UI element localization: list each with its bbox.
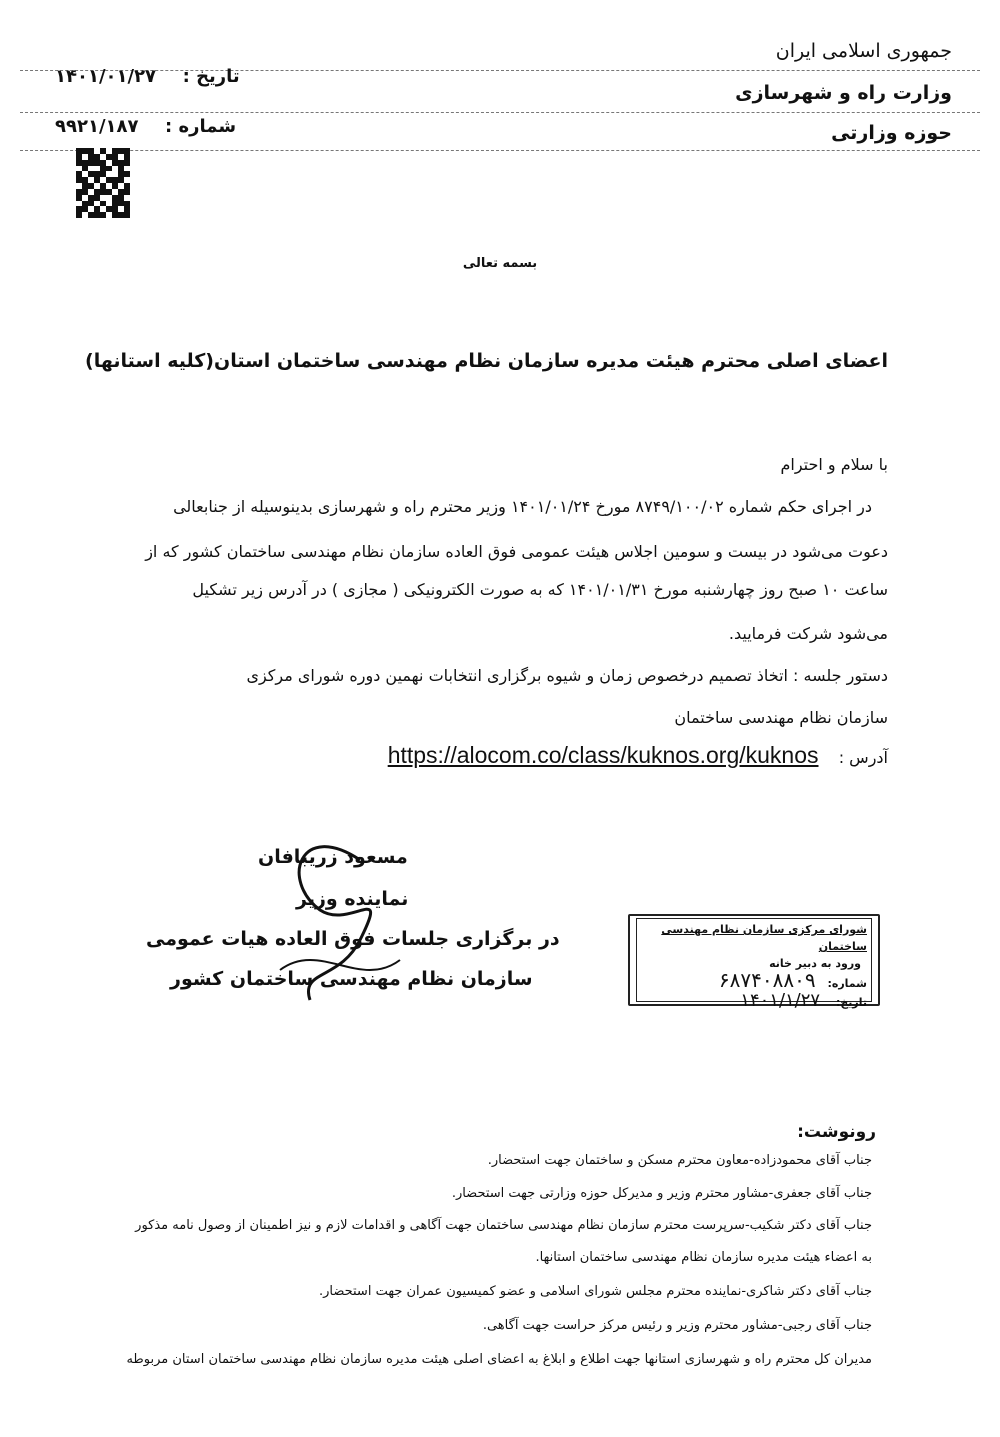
cc-title: رونوشت: — [797, 1122, 876, 1142]
country-name: جمهوری اسلامی ایران — [775, 40, 952, 62]
cc-line-1: جناب آقای محمودزاده-معاون محترم مسکن و ساختمان جهت استحضار. — [487, 1153, 872, 1168]
bismillah: بسمه تعالی — [462, 256, 538, 271]
number-label: شماره : — [165, 116, 237, 137]
date-field — [55, 66, 240, 87]
signer-role-line-1: در برگزاری جلسات فوق العاده هیات عمومی — [146, 928, 560, 950]
body-line-1: در اجرای حکم شماره ۸۷۴۹/۱۰۰/۰۲ مورخ ۱۴۰۱/۰۱/۲۴ وزیر محترم راه و شهرسازی بدینوسیله از جنابعالی — [173, 497, 872, 516]
handwritten-signature-icon — [240, 820, 420, 1010]
cc-line-3: جناب آقای دکتر شکیب-سرپرست محترم سازمان نظام مهندسی ساختمان جهت آگاهی و اقدامات لازم و نیز اطمینان از وصول نامه مذکور — [135, 1218, 872, 1233]
stamp-date-label: تاریخ: — [835, 996, 867, 1009]
signer-name: مسعود زریبافان — [258, 846, 408, 868]
cc-line-7: مدیران کل محترم راه و شهرسازی استانها جهت اطلاع و ابلاغ به اعضای اصلی هیئت مدیره سازمان نظام مهندسی ساختمان استان مربوطه — [126, 1352, 872, 1367]
signer-title: نماینده وزیر — [296, 888, 409, 910]
address-label: آدرس : — [838, 748, 888, 767]
stamp-org: شورای مرکزی سازمان نظام مهندسی ساختمان — [661, 923, 867, 953]
agenda-line-2: سازمان نظام مهندسی ساختمان — [674, 708, 888, 727]
qr-code-icon — [76, 148, 130, 218]
date-value: ۱۴۰۱/۰۱/۲۷ — [55, 66, 157, 87]
number-field — [55, 116, 236, 137]
stamp-entry: ورود به دبیر خانه — [769, 957, 861, 970]
stamp-date-value: ۱۴۰۱/۱/۲۷ — [740, 990, 821, 1011]
stamp-number-label: شماره: — [827, 977, 867, 990]
agenda-line-1: دستور جلسه : اتخاذ تصمیم درخصوص زمان و شیوه برگزاری انتخابات نهمین دوره شورای مرکزی — [246, 666, 888, 685]
number-value: ۹۹۲۱/۱۸۷ — [55, 116, 139, 137]
greeting: با سلام و احترام — [780, 455, 888, 474]
recipient-title: اعضای اصلی محترم هیئت مدیره سازمان نظام مهندسی ساختمان استان(کلیه استانها) — [85, 350, 888, 372]
date-label: تاریخ : — [182, 66, 240, 87]
body-line-2: دعوت می‌شود در بیست و سومین اجلاس هیئت عمومی فوق العاده سازمان نظام مهندسی ساختمان کشور که از — [145, 542, 888, 561]
signer-role-line-2: سازمان نظام مهندسی ساختمان کشور — [170, 968, 533, 990]
address-link[interactable]: https://alocom.co/class/kuknos.org/kuknos — [387, 742, 819, 768]
office-name: حوزه وزارتی — [831, 122, 952, 144]
cc-line-5: جناب آقای دکتر شاکری-نماینده محترم مجلس شورای اسلامی و عضو کمیسیون عمران جهت استحضار. — [318, 1284, 872, 1299]
body-line-3: ساعت ۱۰ صبح روز چهارشنبه مورخ ۱۴۰۱/۰۱/۳۱ که به صورت الکترونیکی ( مجازی ) در آدرس زیر تشکیل — [192, 580, 888, 599]
header-rule-2 — [20, 112, 980, 113]
cc-line-6: جناب آقای رجبی-مشاور محترم وزیر و رئیس مرکز حراست جهت آگاهی. — [482, 1318, 872, 1333]
stamp-number-row — [641, 968, 867, 992]
cc-line-2: جناب آقای جعفری-مشاور محترم وزیر و مدیرکل حوزه وزارتی جهت استحضار. — [451, 1186, 872, 1201]
stamp-number-value: ۶۸۷۴۰۸۸۰۹ — [718, 968, 816, 992]
received-stamp — [628, 914, 880, 1011]
stamp-date-row — [641, 992, 867, 1011]
body-line-4: می‌شود شرکت فرمایید. — [728, 624, 888, 643]
ministry-name: وزارت راه و شهرسازی — [735, 82, 952, 104]
address-row — [388, 742, 888, 769]
cc-line-4: به اعضاء هیئت مدیره سازمان نظام مهندسی ساختمان استانها. — [535, 1250, 872, 1265]
header-rule-3 — [20, 150, 980, 151]
